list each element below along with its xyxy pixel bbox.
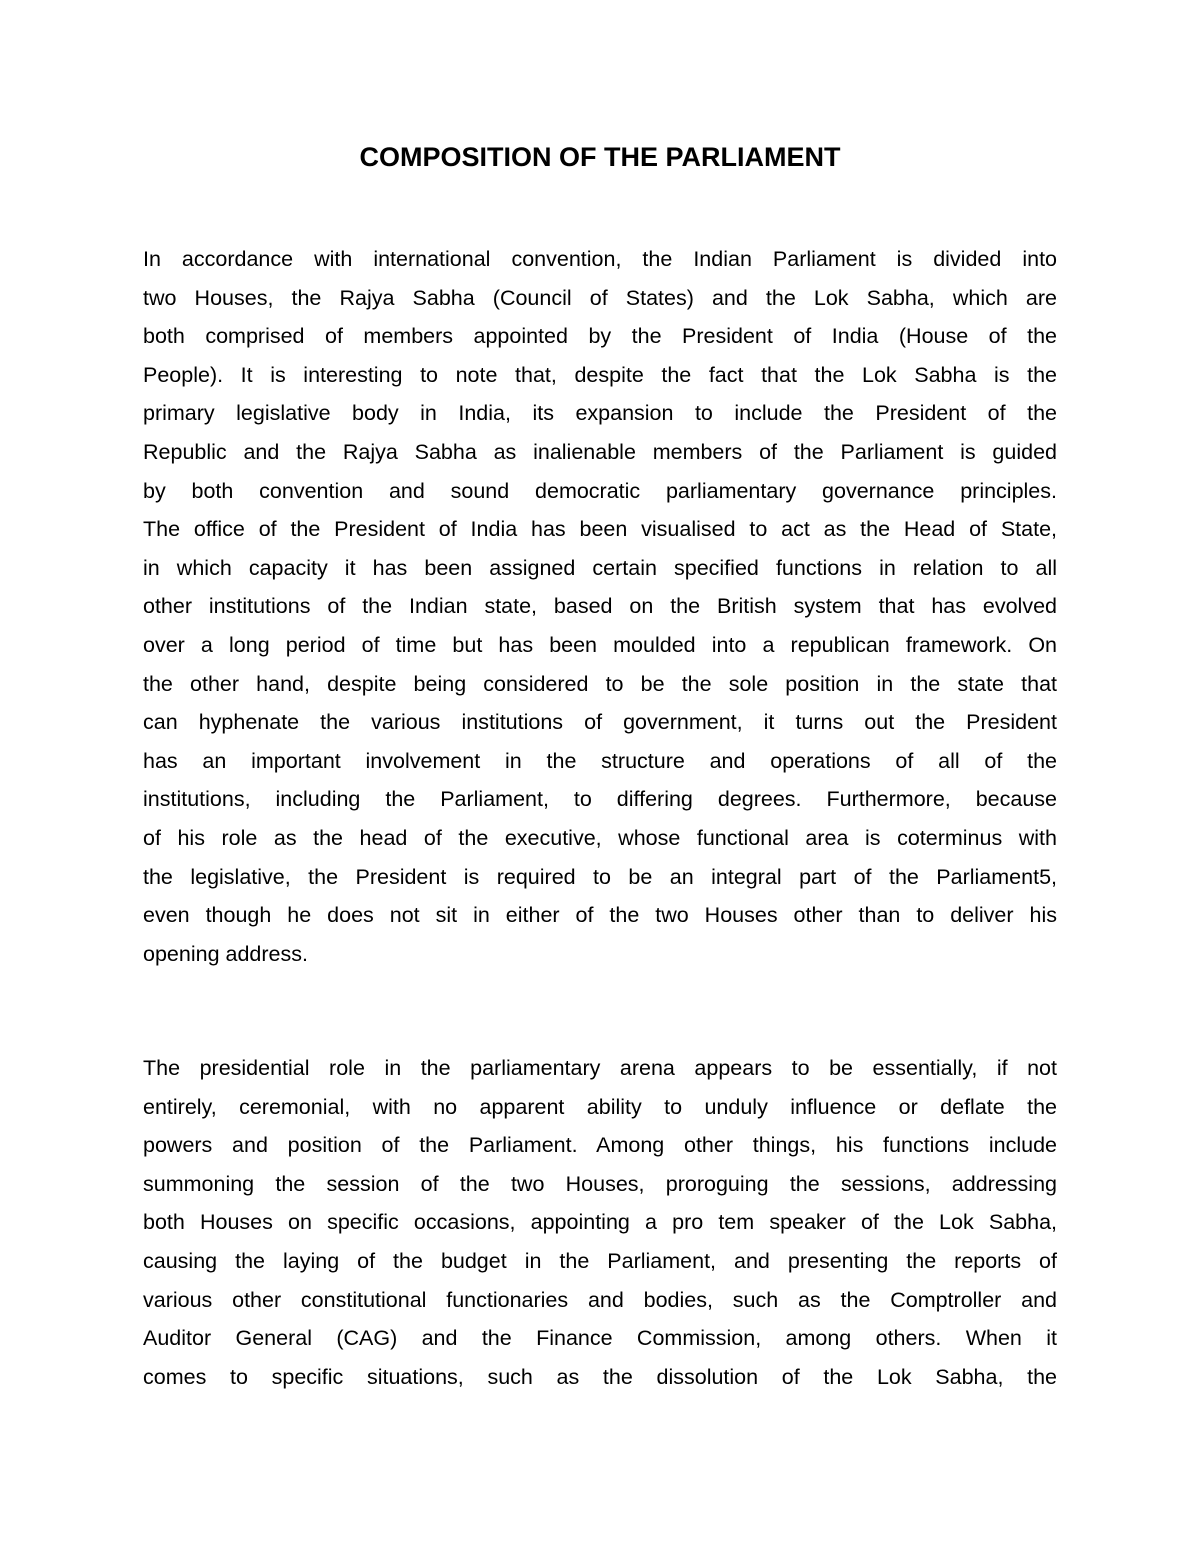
text-line: entirely, ceremonial, with no apparent ability to unduly influence or deflate the xyxy=(143,1094,1057,1119)
text-line: other institutions of the Indian state, based on the British system that has evolved xyxy=(143,594,1057,619)
text-line: summoning the session of the two Houses, proroguing the sessions, addressing xyxy=(143,1171,1057,1196)
text-line: the legislative, the President is required to be an integral part of the Parliament5, xyxy=(143,864,1057,889)
text-line: of his role as the head of the executive, whose functional area is coterminus with xyxy=(143,825,1057,850)
text-line: opening address. xyxy=(143,941,308,966)
text-line: over a long period of time but has been moulded into a republican framework. On xyxy=(143,632,1057,657)
text-line: Auditor General (CAG) and the Finance Commission, among others. When it xyxy=(143,1326,1057,1351)
text-line: People). It is interesting to note that, despite the fact that the Lok Sabha is the xyxy=(143,362,1057,387)
text-line: The presidential role in the parliamentary arena appears to be essentially, if not xyxy=(143,1056,1057,1080)
text-line: powers and position of the Parliament. Among other things, his functions include xyxy=(143,1133,1057,1158)
paragraph-2 xyxy=(143,1049,1057,1396)
text-line: primary legislative body in India, its expansion to include the President of the xyxy=(143,401,1057,426)
text-line: the other hand, despite being considered to be the sole position in the state that xyxy=(143,671,1057,696)
text-line: In accordance with international convention, the Indian Parliament is divided into xyxy=(143,247,1057,271)
text-line: in which capacity it has been assigned certain specified functions in relation to all xyxy=(143,555,1057,580)
text-line: can hyphenate the various institutions of government, it turns out the President xyxy=(143,710,1057,735)
text-line: even though he does not sit in either of the two Houses other than to deliver his xyxy=(143,903,1057,928)
text-line: institutions, including the Parliament, to differing degrees. Furthermore, because xyxy=(143,787,1057,812)
text-line: The office of the President of India has been visualised to act as the Head of State, xyxy=(143,517,1057,542)
text-line: has an important involvement in the structure and operations of all of the xyxy=(143,748,1057,773)
text-line: both comprised of members appointed by the President of India (House of the xyxy=(143,324,1057,349)
paragraph-1 xyxy=(143,240,1057,973)
text-line: various other constitutional functionaries and bodies, such as the Comptroller and xyxy=(143,1287,1057,1312)
text-line: causing the laying of the budget in the Parliament, and presenting the reports of xyxy=(143,1248,1057,1273)
text-line: two Houses, the Rajya Sabha (Council of States) and the Lok Sabha, which are xyxy=(143,285,1057,310)
document-title: COMPOSITION OF THE PARLIAMENT xyxy=(359,142,841,172)
text-line: comes to specific situations, such as the dissolution of the Lok Sabha, the xyxy=(143,1364,1057,1389)
text-line: by both convention and sound democratic parliamentary governance principles. xyxy=(143,478,1057,503)
text-line: both Houses on specific occasions, appointing a pro tem speaker of the Lok Sabha, xyxy=(143,1210,1057,1235)
text-line: Republic and the Rajya Sabha as inalienable members of the Parliament is guided xyxy=(143,439,1057,464)
